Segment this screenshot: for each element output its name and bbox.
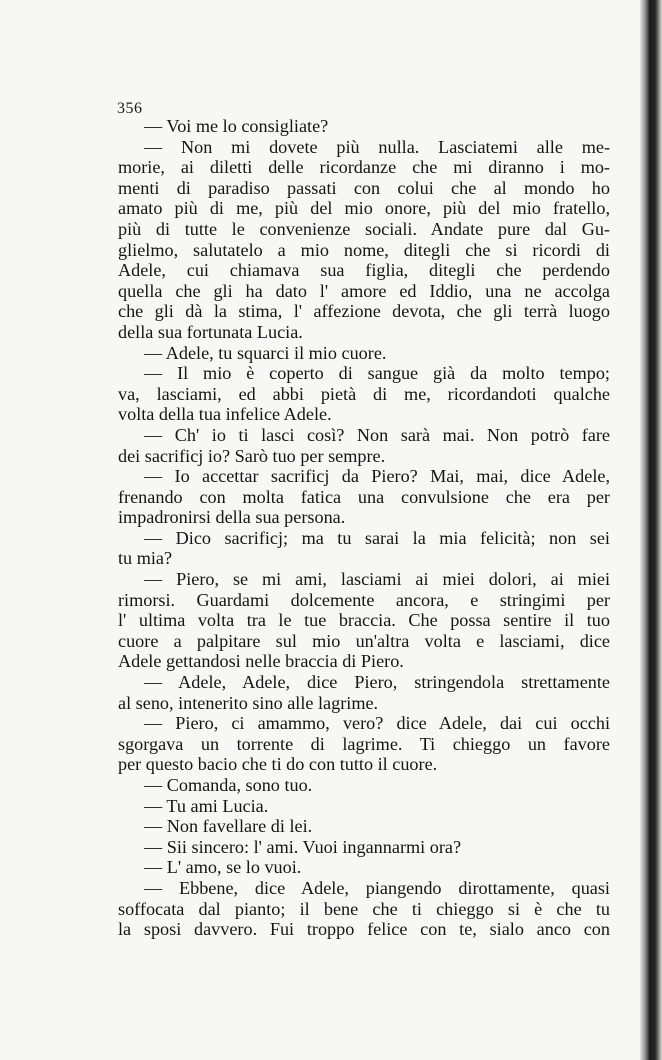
text-line: sgorgava un torrente di lagrime. Ti chieggo un favore <box>118 733 610 754</box>
text-line: — Adele, Adele, dice Piero, stringendola strettamente <box>144 672 610 693</box>
text-line: — Tu ami Lucia. <box>144 795 269 816</box>
text-line: soffocata dal pianto; il bene che ti chieggo si è che tu <box>118 898 610 919</box>
text-line: frenando con molta fatica una convulsione che era per <box>118 486 610 507</box>
text-line: l' ultima volta tra le tue braccia. Che possa sentire il tuo <box>118 610 610 631</box>
text-line: — L' amo, se lo vuoi. <box>144 857 302 878</box>
text-line: della sua fortunata Lucia. <box>118 321 303 342</box>
text-line: — Piero, ci amammo, vero? dice Adele, dai cui occhi <box>144 713 610 734</box>
book-spine-edge <box>640 0 662 1060</box>
page-number: 356 <box>117 100 143 117</box>
text-line: al seno, intenerito sino alle lagrime. <box>118 692 379 713</box>
text-line: — Ch' io ti lasci così? Non sarà mai. Non potrò fare <box>144 424 610 445</box>
text-line: — Io accettar sacrificj da Piero? Mai, mai, dice Adele, <box>144 466 610 487</box>
text-line: — Non favellare di lei. <box>144 816 313 837</box>
page-body-text <box>118 116 610 940</box>
text-line: che gli dà la stima, l' affezione devota, che gli terrà luogo <box>118 301 610 322</box>
text-line: tu mia? <box>118 548 173 569</box>
text-line: Adele gettandosi nelle braccia di Piero. <box>118 651 404 672</box>
text-line: — Adele, tu squarci il mio cuore. <box>144 342 387 363</box>
text-line: impadronirsi della sua persona. <box>118 507 346 528</box>
text-line: — Piero, se mi ami, lasciami ai miei dolori, ai miei <box>144 569 610 590</box>
text-line: — Voi me lo consigliate? <box>144 116 329 136</box>
text-line: volta della tua infelice Adele. <box>118 404 332 425</box>
text-line: — Dico sacrificj; ma tu sarai la mia felicità; non sei <box>144 527 610 548</box>
text-line: morie, ai diletti delle ricordanze che mi diranno i mo- <box>118 157 610 178</box>
text-line: — Non mi dovete più nulla. Lasciatemi alle me- <box>144 136 610 157</box>
text-line: la sposi davvero. Fui troppo felice con te, sialo anco con <box>118 919 610 940</box>
text-line: — Il mio è coperto di sangue già da molto tempo; <box>144 363 610 384</box>
text-line: cuore a palpitare sul mio un'altra volta e lasciami, dice <box>118 630 610 651</box>
text-line: rimorsi. Guardami dolcemente ancora, e stringimi per <box>118 589 610 610</box>
text-line: Adele, cui chiamava sua figlia, ditegli che perdendo <box>118 260 610 281</box>
text-line: menti di paradiso passati con colui che al mondo ho <box>118 177 610 198</box>
text-line: va, lasciami, ed abbi pietà di me, ricordandoti qualche <box>118 383 610 404</box>
text-line: quella che gli ha dato l' amore ed Iddio, una ne accolga <box>118 280 610 301</box>
text-line: glielmo, salutatelo a mio nome, ditegli che si ricordi di <box>118 239 610 260</box>
text-line: — Comanda, sono tuo. <box>144 775 313 795</box>
text-line: — Ebbene, dice Adele, piangendo dirottamente, quasi <box>144 877 610 898</box>
text-line: amato più di me, più del mio onore, più del mio fratello, <box>118 198 610 219</box>
text-line: dei sacrificj io? Sarò tuo per sempre. <box>118 445 386 466</box>
text-line: per questo bacio che ti do con tutto il cuore. <box>118 754 438 775</box>
text-line: — Sii sincero: l' ami. Vuoi ingannarmi ora? <box>144 836 462 857</box>
text-line: più di tutte le convenienze sociali. Andate pure dal Gu- <box>118 218 610 239</box>
